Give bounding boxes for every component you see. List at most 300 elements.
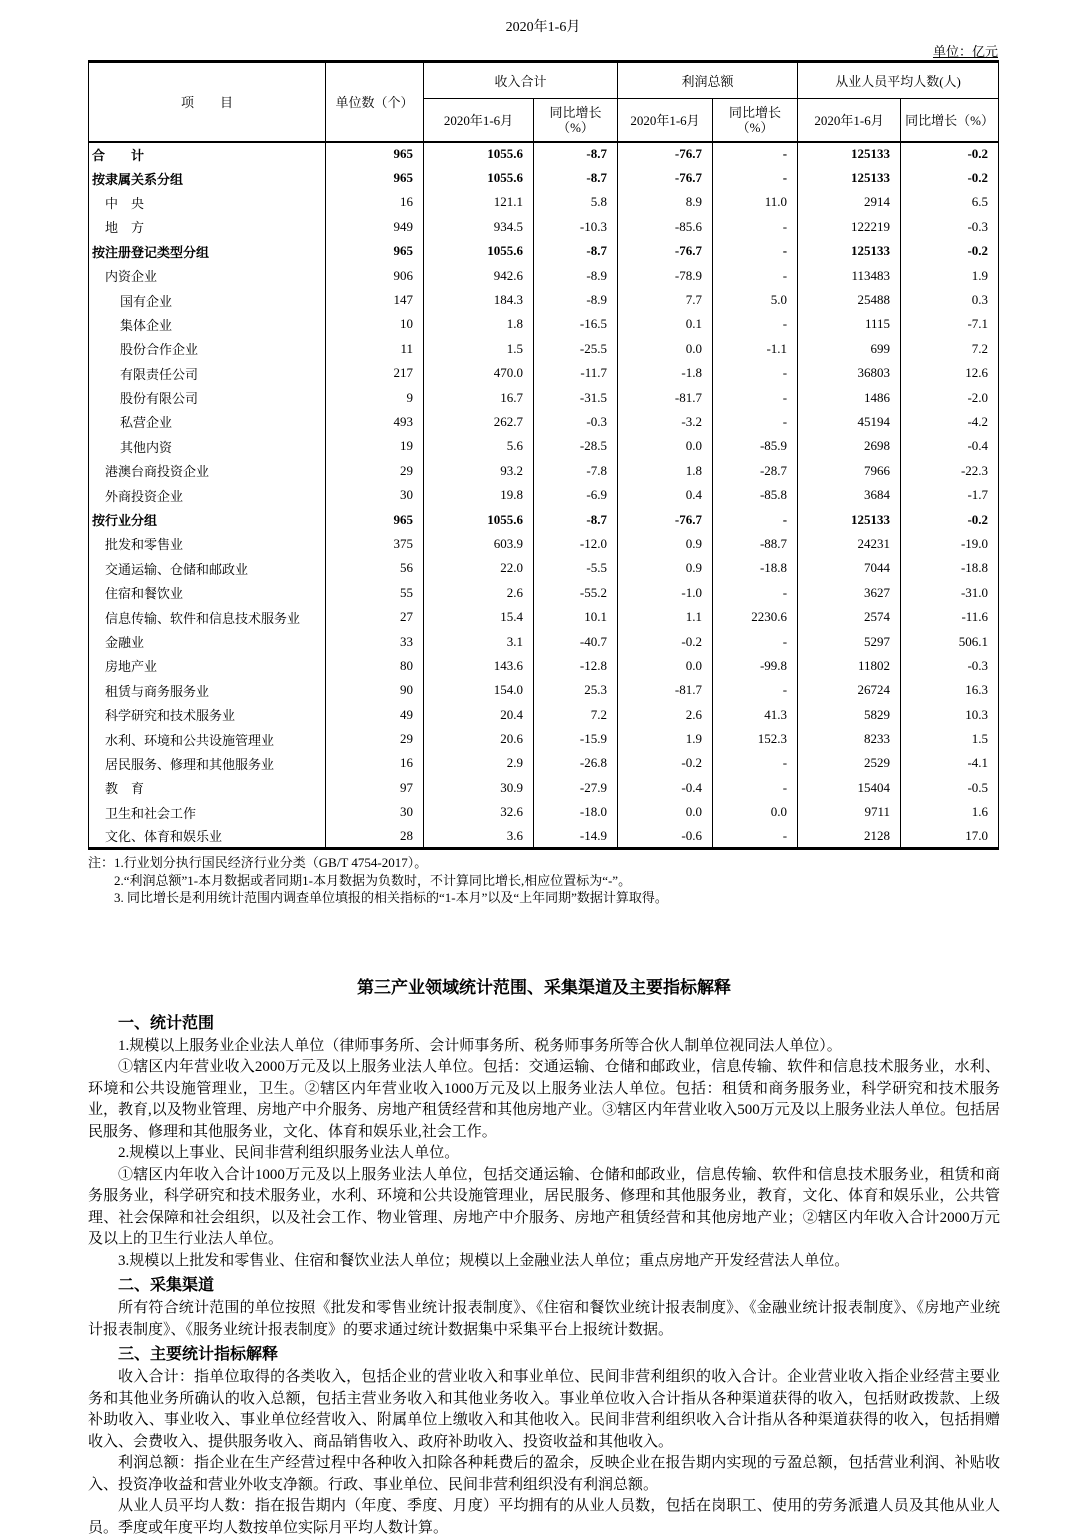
table-cell: 0.1 bbox=[618, 312, 713, 336]
statistics-table bbox=[88, 60, 999, 850]
table-cell: 375 bbox=[326, 532, 424, 556]
yoy-pct-label: （%） bbox=[736, 119, 774, 135]
table-cell: 6.5 bbox=[901, 190, 999, 214]
paragraph: 利润总额：指企业在生产经营过程中各种收入扣除各种耗费后的盈余，反映企业在报告期内实现的亏盈总额，包括营业利润、补贴收入、投资净收益和营业外收支净额。行政、事业单位、民间非营利组织没有利润总额。 bbox=[88, 1455, 1000, 1493]
table-cell: 5829 bbox=[798, 702, 901, 726]
table-cell: 1055.6 bbox=[424, 507, 534, 531]
subheader-profit-yoy bbox=[713, 99, 798, 142]
paragraph: 收入合计：指单位取得的各类收入，包括企业的营业收入和事业单位、民间非营利组织的收入合计。企业营业收入指企业经营主要业务和其他业务所确认的收入总额，包括主营业务收入和其他业务收入。事业单位收入合计指从各种渠道获得的收入，包括财政拨款、上级补助收入、事业收入、事业单位经营收入、附属单位上缴收入和其他收入。民间非营利组织收入合计指从各种渠道获得的收入，包括捐赠收入、会费收入、提供服务收入、商品销售收入、政府补助收入、投资收益和其他收入。 bbox=[88, 1369, 1000, 1450]
table-cell: - bbox=[713, 581, 798, 605]
table-cell: 11.0 bbox=[713, 190, 798, 214]
paragraph: 2.规模以上事业、民间非营利组织服务业法人单位。 bbox=[118, 1145, 460, 1162]
table-cell: 1055.6 bbox=[424, 166, 534, 190]
table-row bbox=[89, 361, 999, 385]
table-cell: -0.3 bbox=[901, 654, 999, 678]
table-cell: 36803 bbox=[798, 361, 901, 385]
table-cell: 1055.6 bbox=[424, 239, 534, 263]
table-cell: 125133 bbox=[798, 239, 901, 263]
table-cell: -14.9 bbox=[534, 824, 618, 848]
table-cell: 2128 bbox=[798, 824, 901, 848]
table-cell: -7.8 bbox=[534, 459, 618, 483]
table-cell: 8233 bbox=[798, 727, 901, 751]
subsection-heading: 二、采集渠道 bbox=[118, 1277, 215, 1295]
table-cell: -22.3 bbox=[901, 459, 999, 483]
table-cell: -12.0 bbox=[534, 532, 618, 556]
table-cell: 1.8 bbox=[618, 459, 713, 483]
table-cell: 906 bbox=[326, 263, 424, 287]
table-cell: 25.3 bbox=[534, 678, 618, 702]
unit-label: 单位：亿元 bbox=[932, 44, 998, 59]
table-row bbox=[89, 385, 999, 409]
table-cell: 16.7 bbox=[424, 385, 534, 409]
table-cell: 9711 bbox=[798, 800, 901, 824]
table-row bbox=[89, 312, 999, 336]
row-label: 外商投资企业 bbox=[89, 483, 326, 507]
table-cell: 949 bbox=[326, 215, 424, 239]
table-row bbox=[89, 166, 999, 190]
table-row bbox=[89, 142, 999, 166]
table-row bbox=[89, 215, 999, 239]
table-cell: 97 bbox=[326, 776, 424, 800]
table-cell: 2.6 bbox=[424, 581, 534, 605]
table-cell: 2.6 bbox=[618, 702, 713, 726]
row-label: 地 方 bbox=[89, 215, 326, 239]
note-line: 3. 同比增长是利用统计范围内调查单位填报的相关指标的“1-本月”以及“上年同期”数据计算取得。 bbox=[114, 890, 668, 906]
table-cell: 3.1 bbox=[424, 629, 534, 653]
table-cell: 0.0 bbox=[618, 654, 713, 678]
table-cell: -85.6 bbox=[618, 215, 713, 239]
table-cell: -8.7 bbox=[534, 239, 618, 263]
row-label: 内资企业 bbox=[89, 263, 326, 287]
table-cell: 22.0 bbox=[424, 556, 534, 580]
table-cell: 16 bbox=[326, 751, 424, 775]
table-cell: 17.0 bbox=[901, 824, 999, 848]
table-cell: 28 bbox=[326, 824, 424, 848]
yoy-label: 同比增长 bbox=[729, 104, 782, 120]
row-label: 私营企业 bbox=[89, 410, 326, 434]
table-cell: 942.6 bbox=[424, 263, 534, 287]
note-text: 1.行业划分执行国民经济行业分类（GB/T 4754-2017）。 bbox=[114, 855, 428, 871]
row-label: 金融业 bbox=[89, 629, 326, 653]
table-cell: -0.2 bbox=[901, 166, 999, 190]
table-cell: 5.8 bbox=[534, 190, 618, 214]
row-label: 其他内资 bbox=[89, 434, 326, 458]
table-row bbox=[89, 776, 999, 800]
table-cell: 25488 bbox=[798, 288, 901, 312]
row-label: 有限责任公司 bbox=[89, 361, 326, 385]
table-cell: 33 bbox=[326, 629, 424, 653]
subheader-employees-period: 2020年1-6月 bbox=[798, 99, 901, 142]
table-cell: 3627 bbox=[798, 581, 901, 605]
row-label: 集体企业 bbox=[89, 312, 326, 336]
table-cell: -7.1 bbox=[901, 312, 999, 336]
table-cell: -6.9 bbox=[534, 483, 618, 507]
table-cell: 7.2 bbox=[534, 702, 618, 726]
table-cell: -26.8 bbox=[534, 751, 618, 775]
table-cell: 1.9 bbox=[618, 727, 713, 751]
table-cell: 113483 bbox=[798, 263, 901, 287]
table-cell: 122219 bbox=[798, 215, 901, 239]
row-label: 批发和零售业 bbox=[89, 532, 326, 556]
table-cell: 30 bbox=[326, 800, 424, 824]
table-cell: -81.7 bbox=[618, 385, 713, 409]
table-cell: 90 bbox=[326, 678, 424, 702]
subsections-container bbox=[88, 1012, 1000, 1539]
table-cell: 9 bbox=[326, 385, 424, 409]
table-cell: -0.2 bbox=[618, 629, 713, 653]
table-cell: 0.9 bbox=[618, 532, 713, 556]
row-label: 住宿和餐饮业 bbox=[89, 581, 326, 605]
table-cell: -0.2 bbox=[901, 142, 999, 166]
table-row bbox=[89, 532, 999, 556]
table-cell: -11.6 bbox=[901, 605, 999, 629]
table-cell: - bbox=[713, 263, 798, 287]
table-cell: 2574 bbox=[798, 605, 901, 629]
table-row bbox=[89, 629, 999, 653]
table-cell: 16 bbox=[326, 190, 424, 214]
table-cell: 3684 bbox=[798, 483, 901, 507]
table-cell: -0.3 bbox=[534, 410, 618, 434]
table-cell: - bbox=[713, 824, 798, 848]
table-cell: 5.0 bbox=[713, 288, 798, 312]
table-cell: 30 bbox=[326, 483, 424, 507]
row-label: 中 央 bbox=[89, 190, 326, 214]
table-cell: 0.0 bbox=[713, 800, 798, 824]
table-row bbox=[89, 581, 999, 605]
table-cell: 0.3 bbox=[901, 288, 999, 312]
table-cell: 1.9 bbox=[901, 263, 999, 287]
table-cell: 11802 bbox=[798, 654, 901, 678]
table-cell: - bbox=[713, 751, 798, 775]
table-cell: -0.4 bbox=[618, 776, 713, 800]
col-header-profit-group: 利润总额 bbox=[618, 62, 798, 99]
table-cell: - bbox=[713, 507, 798, 531]
table-cell: 699 bbox=[798, 337, 901, 361]
table-cell: 143.6 bbox=[424, 654, 534, 678]
table-cell: 154.0 bbox=[424, 678, 534, 702]
col-header-units: 单位数（个） bbox=[326, 62, 424, 142]
table-cell: 121.1 bbox=[424, 190, 534, 214]
table-cell: -3.2 bbox=[618, 410, 713, 434]
table-cell: 30.9 bbox=[424, 776, 534, 800]
table-row bbox=[89, 263, 999, 287]
table-cell: 965 bbox=[326, 166, 424, 190]
table-cell: -0.6 bbox=[618, 824, 713, 848]
table-cell: -40.7 bbox=[534, 629, 618, 653]
yoy-pct-label: （%） bbox=[557, 119, 594, 135]
table-cell: -55.2 bbox=[534, 581, 618, 605]
table-cell: -88.7 bbox=[713, 532, 798, 556]
table-row bbox=[89, 556, 999, 580]
table-row bbox=[89, 434, 999, 458]
subheader-profit-period: 2020年1-6月 bbox=[618, 99, 713, 142]
table-row bbox=[89, 654, 999, 678]
table-cell: -18.8 bbox=[713, 556, 798, 580]
yoy-label: 同比增长 bbox=[549, 104, 602, 120]
table-cell: 1.8 bbox=[424, 312, 534, 336]
table-cell: 1.6 bbox=[901, 800, 999, 824]
unit-row bbox=[88, 44, 998, 59]
table-cell: -31.5 bbox=[534, 385, 618, 409]
table-cell: -8.7 bbox=[534, 507, 618, 531]
table-cell: - bbox=[713, 361, 798, 385]
table-cell: 29 bbox=[326, 459, 424, 483]
table-cell: 0.4 bbox=[618, 483, 713, 507]
table-cell: 19 bbox=[326, 434, 424, 458]
paragraph: 所有符合统计范围的单位按照《批发和零售业统计报表制度》、《住宿和餐饮业统计报表制度》、《金融业统计报表制度》、《房地产业统计报表制度》、《服务业统计报表制度》的要求通过统计数据集中采集平台上报统计数据。 bbox=[88, 1300, 1000, 1338]
table-cell: 2698 bbox=[798, 434, 901, 458]
table-row bbox=[89, 410, 999, 434]
row-label: 卫生和社会工作 bbox=[89, 800, 326, 824]
table-cell: 27 bbox=[326, 605, 424, 629]
table-cell: 55 bbox=[326, 581, 424, 605]
table-row bbox=[89, 288, 999, 312]
row-label: 按隶属关系分组 bbox=[89, 166, 326, 190]
page-title: 2020年1-6月 bbox=[505, 20, 581, 35]
subheader-income-period: 2020年1-6月 bbox=[424, 99, 534, 142]
table-cell: 20.6 bbox=[424, 727, 534, 751]
table-cell: -8.7 bbox=[534, 166, 618, 190]
table-cell: 24231 bbox=[798, 532, 901, 556]
table-cell: 11 bbox=[326, 337, 424, 361]
table-cell: 20.4 bbox=[424, 702, 534, 726]
table-cell: -0.2 bbox=[618, 751, 713, 775]
table-cell: 3.6 bbox=[424, 824, 534, 848]
table-cell: 934.5 bbox=[424, 215, 534, 239]
table-row bbox=[89, 507, 999, 531]
table-cell: 7044 bbox=[798, 556, 901, 580]
table-cell: 7.7 bbox=[618, 288, 713, 312]
table-row bbox=[89, 727, 999, 751]
table-row bbox=[89, 751, 999, 775]
table-cell: -76.7 bbox=[618, 142, 713, 166]
row-label: 教 育 bbox=[89, 776, 326, 800]
table-cell: -4.1 bbox=[901, 751, 999, 775]
table-cell: 0.0 bbox=[618, 337, 713, 361]
table-cell: -1.1 bbox=[713, 337, 798, 361]
table-cell: 5.6 bbox=[424, 434, 534, 458]
table-cell: 1.5 bbox=[424, 337, 534, 361]
row-label: 文化、体育和娱乐业 bbox=[89, 824, 326, 848]
paragraph: ①辖区内年收入合计1000万元及以上服务业法人单位，包括交通运输、仓储和邮政业，信息传输、软件和信息技术服务业，租赁和商务服务业，科学研究和技术服务业，水利、环境和公共设施管理业，居民服务、修理和其他服务业，教育，文化、体育和娱乐业，公共管理、社会保障和社会组织，以及社会工作、物业管理、房地产中介服务、房地产租赁经营和其他房地产业；②辖区内年收入合计2000万元及以上的卫生行业法人单位。 bbox=[88, 1166, 1000, 1248]
table-cell: -1.8 bbox=[618, 361, 713, 385]
table-cell: -2.0 bbox=[901, 385, 999, 409]
table-cell: 12.6 bbox=[901, 361, 999, 385]
table-cell: 2529 bbox=[798, 751, 901, 775]
table-cell: -0.4 bbox=[901, 434, 999, 458]
table-cell: -18.8 bbox=[901, 556, 999, 580]
table-cell: - bbox=[713, 678, 798, 702]
table-cell: 965 bbox=[326, 142, 424, 166]
table-row bbox=[89, 239, 999, 263]
row-label: 港澳台商投资企业 bbox=[89, 459, 326, 483]
table-cell: -0.5 bbox=[901, 776, 999, 800]
table-cell: 45194 bbox=[798, 410, 901, 434]
note-line bbox=[88, 854, 998, 872]
table-cell: -15.9 bbox=[534, 727, 618, 751]
table-cell: 125133 bbox=[798, 142, 901, 166]
table-cell: -76.7 bbox=[618, 507, 713, 531]
table-cell: 10 bbox=[326, 312, 424, 336]
row-label: 租赁与商务服务业 bbox=[89, 678, 326, 702]
table-cell: 0.0 bbox=[618, 800, 713, 824]
table-cell: 1055.6 bbox=[424, 142, 534, 166]
row-label: 水利、环境和公共设施管理业 bbox=[89, 727, 326, 751]
table-row bbox=[89, 678, 999, 702]
table-cell: -16.5 bbox=[534, 312, 618, 336]
table-cell: 0.0 bbox=[618, 434, 713, 458]
subheader-income-yoy bbox=[534, 99, 618, 142]
table-cell: 125133 bbox=[798, 507, 901, 531]
table-cell: -85.8 bbox=[713, 483, 798, 507]
table-cell: -10.3 bbox=[534, 215, 618, 239]
table-cell: 2914 bbox=[798, 190, 901, 214]
table-cell: 2230.6 bbox=[713, 605, 798, 629]
table-cell: 1.5 bbox=[901, 727, 999, 751]
table-row bbox=[89, 702, 999, 726]
table-cell: -31.0 bbox=[901, 581, 999, 605]
subheader-employees-yoy: 同比增长（%） bbox=[901, 99, 999, 142]
table-cell: 0.9 bbox=[618, 556, 713, 580]
note-line: 2.“利润总额”1-本月数据或者同期1-本月数据为负数时，不计算同比增长,相应位置标为“-”。 bbox=[114, 872, 632, 888]
table-cell: 80 bbox=[326, 654, 424, 678]
table-cell: - bbox=[713, 312, 798, 336]
row-label: 按注册登记类型分组 bbox=[89, 239, 326, 263]
table-cell: - bbox=[713, 385, 798, 409]
table-row bbox=[89, 459, 999, 483]
section-title: 第三产业领域统计范围、采集渠道及主要指标解释 bbox=[357, 977, 731, 997]
table-cell: -11.7 bbox=[534, 361, 618, 385]
row-label: 合 计 bbox=[89, 142, 326, 166]
table-cell: 29 bbox=[326, 727, 424, 751]
table-cell: - bbox=[713, 239, 798, 263]
table-cell: - bbox=[713, 142, 798, 166]
table-cell: 93.2 bbox=[424, 459, 534, 483]
table-cell: -8.7 bbox=[534, 142, 618, 166]
table-cell: -18.0 bbox=[534, 800, 618, 824]
table-cell: -8.9 bbox=[534, 263, 618, 287]
table-cell: -0.3 bbox=[901, 215, 999, 239]
table-cell: -76.7 bbox=[618, 166, 713, 190]
table-row bbox=[89, 483, 999, 507]
table-cell: -8.9 bbox=[534, 288, 618, 312]
row-label: 科学研究和技术服务业 bbox=[89, 702, 326, 726]
table-row bbox=[89, 190, 999, 214]
row-label: 按行业分组 bbox=[89, 507, 326, 531]
row-label: 信息传输、软件和信息技术服务业 bbox=[89, 605, 326, 629]
table-cell: 1486 bbox=[798, 385, 901, 409]
table-cell: 152.3 bbox=[713, 727, 798, 751]
table-row bbox=[89, 605, 999, 629]
subsection-heading: 一、统计范围 bbox=[118, 1014, 215, 1032]
paragraph: 3.规模以上批发和零售业、住宿和餐饮业法人单位；规模以上金融业法人单位；重点房地产开发经营法人单位。 bbox=[118, 1252, 850, 1269]
table-cell: 26724 bbox=[798, 678, 901, 702]
explanation-section bbox=[88, 973, 1000, 1539]
table-cell: 32.6 bbox=[424, 800, 534, 824]
col-header-item: 项 目 bbox=[89, 62, 326, 142]
table-cell: 262.7 bbox=[424, 410, 534, 434]
table-cell: 965 bbox=[326, 507, 424, 531]
table-cell: 493 bbox=[326, 410, 424, 434]
table-cell: -25.5 bbox=[534, 337, 618, 361]
note-label: 注： bbox=[88, 855, 115, 871]
table-cell: -28.5 bbox=[534, 434, 618, 458]
table-cell: 10.1 bbox=[534, 605, 618, 629]
table-cell: 15404 bbox=[798, 776, 901, 800]
table-cell: 7966 bbox=[798, 459, 901, 483]
table-cell: 603.9 bbox=[424, 532, 534, 556]
paragraph: ①辖区内年营业收入2000万元及以上服务业法人单位。包括：交通运输、仓储和邮政业，信息传输、软件和信息技术服务业，水利、环境和公共设施管理业，卫生。②辖区内年营业收入1000万元及以上服务业法人单位。包括：租赁和商务服务业，科学研究和技术服务业，教育,以及物业管理、房地产中介服务、房地产租赁经营和其他房地产业。③辖区内年营业收入500万元及以上服务业法人单位。包括居民服务、修理和其他服务业，文化、体育和娱乐业,社会工作。 bbox=[88, 1059, 1000, 1140]
paragraph: 1.规模以上服务业企业法人单位（律师事务所、会计师事务所、税务师事务所等合伙人制单位视同法人单位）。 bbox=[118, 1037, 842, 1054]
row-label: 股份合作企业 bbox=[89, 337, 326, 361]
table-cell: 41.3 bbox=[713, 702, 798, 726]
col-header-income-group: 收入合计 bbox=[424, 62, 618, 99]
table-cell: 965 bbox=[326, 239, 424, 263]
table-cell: 470.0 bbox=[424, 361, 534, 385]
header-row-groups bbox=[89, 62, 999, 99]
row-label: 国有企业 bbox=[89, 288, 326, 312]
table-cell: -27.9 bbox=[534, 776, 618, 800]
table-cell: 1.1 bbox=[618, 605, 713, 629]
subsection-heading: 三、主要统计指标解释 bbox=[118, 1346, 279, 1364]
table-cell: -1.0 bbox=[618, 581, 713, 605]
table-cell: -5.5 bbox=[534, 556, 618, 580]
table-cell: 217 bbox=[326, 361, 424, 385]
table-row bbox=[89, 337, 999, 361]
table-cell: 56 bbox=[326, 556, 424, 580]
table-cell: 8.9 bbox=[618, 190, 713, 214]
table-cell: 1115 bbox=[798, 312, 901, 336]
table-cell: 19.8 bbox=[424, 483, 534, 507]
table-cell: 125133 bbox=[798, 166, 901, 190]
table-cell: -81.7 bbox=[618, 678, 713, 702]
table-cell: - bbox=[713, 215, 798, 239]
table-cell: -99.8 bbox=[713, 654, 798, 678]
table-cell: - bbox=[713, 776, 798, 800]
table-cell: 2.9 bbox=[424, 751, 534, 775]
table-cell: 15.4 bbox=[424, 605, 534, 629]
table-row bbox=[89, 800, 999, 824]
table-cell: -78.9 bbox=[618, 263, 713, 287]
table-cell: - bbox=[713, 629, 798, 653]
table-cell: 7.2 bbox=[901, 337, 999, 361]
row-label: 股份有限公司 bbox=[89, 385, 326, 409]
table-cell: 49 bbox=[326, 702, 424, 726]
table-cell: - bbox=[713, 166, 798, 190]
table-cell: -19.0 bbox=[901, 532, 999, 556]
table-cell: -4.2 bbox=[901, 410, 999, 434]
table-cell: -0.2 bbox=[901, 239, 999, 263]
table-cell: - bbox=[713, 410, 798, 434]
row-label: 交通运输、仓储和邮政业 bbox=[89, 556, 326, 580]
col-header-employees-group: 从业人员平均人数(人) bbox=[798, 62, 999, 99]
table-cell: 16.3 bbox=[901, 678, 999, 702]
table-notes bbox=[88, 854, 998, 907]
table-cell: -28.7 bbox=[713, 459, 798, 483]
table-cell: 5297 bbox=[798, 629, 901, 653]
table-cell: 10.3 bbox=[901, 702, 999, 726]
table-cell: -0.2 bbox=[901, 507, 999, 531]
table-cell: -1.7 bbox=[901, 483, 999, 507]
table-cell: 506.1 bbox=[901, 629, 999, 653]
table-cell: 147 bbox=[326, 288, 424, 312]
table-cell: 184.3 bbox=[424, 288, 534, 312]
table-cell: -76.7 bbox=[618, 239, 713, 263]
table-row bbox=[89, 824, 999, 848]
table-cell: -85.9 bbox=[713, 434, 798, 458]
paragraph: 从业人员平均人数：指在报告期内（年度、季度、月度）平均拥有的从业人员数，包括在岗职工、使用的劳务派遣人员及其他从业人员。季度或年度平均人数按单位实际月平均人数计算。 bbox=[88, 1498, 1000, 1536]
table-cell: -12.8 bbox=[534, 654, 618, 678]
